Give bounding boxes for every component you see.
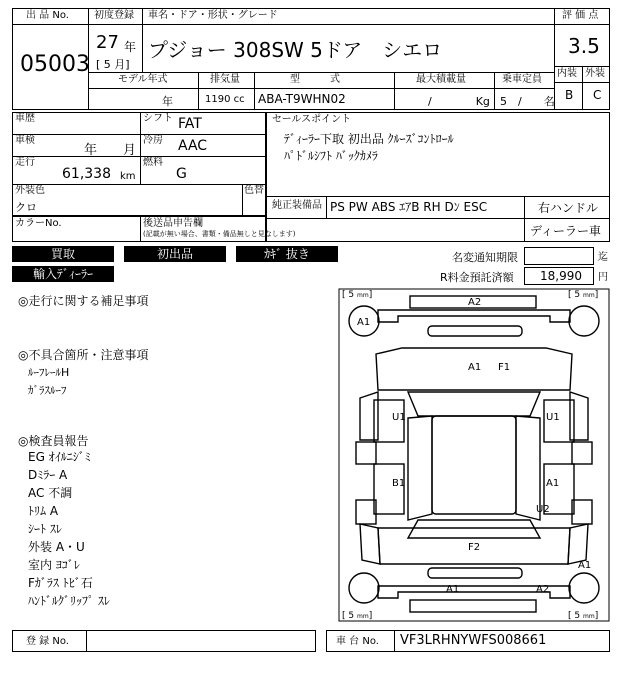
year-unit: 年 [124, 40, 137, 54]
name-change-label: 名変通知期限 [452, 251, 518, 264]
sales-line2: ﾊﾟﾄﾞﾙｼﾌﾄ ﾊﾞｯｸｶﾒﾗ [284, 149, 378, 163]
model-year-label: モデル年式 [118, 74, 168, 85]
mileage-unit: km [120, 171, 136, 182]
sales-label: セールスポイント [272, 114, 352, 125]
type-label: 型 式 [290, 74, 340, 85]
badge-import-dealer: 輸入ﾃﾞｨｰﾗｰ [12, 266, 114, 282]
fuel-label: 燃料 [143, 157, 163, 168]
tire-depth-fr: [ 5 mm] [568, 290, 599, 300]
color-no-label: カラーNo. [15, 218, 62, 229]
exterior-grade: C [593, 88, 602, 102]
inspector-item: 室内 ﾖｺﾞﾚ [28, 558, 80, 572]
defect-item: ﾙｰﾌﾚｰﾙH [28, 366, 70, 379]
name-label: 車名・ドア・形状・グレード [148, 10, 278, 21]
inspector-item: 外装 A・U [28, 540, 85, 554]
exterior-label: 外装 [585, 68, 605, 79]
tire-depth-fl: [ 5 mm] [342, 290, 373, 300]
mileage-label: 走行 [15, 157, 35, 168]
history-label: 車歴 [15, 113, 35, 124]
defect-notes-title: ◎不具合箇所・注意事項 [18, 348, 149, 362]
type-value: ABA-T9WHN02 [258, 92, 346, 106]
lot-label: 出 品 No. [26, 10, 69, 21]
ext-color-value: クロ [15, 201, 37, 214]
inspector-item: ｼｰﾄ ｽﾚ [28, 522, 62, 536]
max-load-value: / Kg [428, 95, 490, 108]
inspector-item: AC 不調 [28, 486, 73, 500]
driving-notes-title: ◎走行に関する補足事項 [18, 294, 149, 308]
mark-b1: B1 [392, 478, 406, 489]
fuel-value: G [176, 166, 187, 182]
mark-a1-rear: A1 [446, 584, 460, 595]
score-value: 3.5 [568, 34, 600, 58]
name-change-box [524, 247, 594, 265]
shift-label: シフト [143, 113, 173, 124]
inspector-item: Fｶﾞﾗｽ ﾄﾋﾞ石 [28, 576, 93, 590]
inspector-item: ﾄﾘﾑ A [28, 504, 59, 518]
mark-f2: F2 [468, 542, 481, 553]
chassis-value: VF3LRHNYWFS008661 [400, 633, 547, 648]
inspector-item: EG ｵｲﾙﾆｼﾞﾐ [28, 450, 91, 464]
mark-a2-rear: A2 [536, 584, 550, 595]
inspection-value: 年 月 [84, 143, 137, 158]
mark-a1-rear-tire: A1 [578, 560, 592, 571]
capacity-label: 乗車定員 [502, 74, 542, 85]
interior-label: 内装 [557, 68, 577, 79]
mark-f1: F1 [498, 362, 511, 373]
recycle-value: 18,990 [540, 269, 582, 283]
docs-note: (記載が無い場合、書類・備品無しと見なします) [143, 230, 296, 238]
badge-key-missing: ｶｷﾞ 抜き [236, 246, 338, 262]
first-reg-month: [ 5 月] [96, 58, 130, 71]
color-change-label: 色替 [244, 185, 264, 196]
recycle-label: R料金預託済額 [440, 271, 514, 284]
ext-color-label: 外装色 [15, 185, 45, 196]
car-name: プジョー 308SW 5ドア シエロ [148, 38, 443, 62]
sales-line1: ﾃﾞｨｰﾗｰ下取 初出品 ｸﾙｰｽﾞｺﾝﾄﾛｰﾙ [284, 132, 454, 146]
inspector-title: ◎検査員報告 [18, 434, 89, 448]
name-change-unit: 迄 [598, 252, 608, 263]
ac-label: 冷房 [143, 135, 163, 146]
first-reg-year: 27 [96, 32, 119, 53]
max-load-label: 最大積載量 [416, 74, 466, 85]
mark-a1-hood: A1 [468, 362, 482, 373]
mileage-value: 61,338 [62, 166, 111, 182]
inspector-item: Dﾐﾗｰ A [28, 468, 68, 482]
lot-number: 05003 [20, 52, 90, 77]
first-reg-label: 初度登録 [94, 10, 134, 21]
defect-item: ｶﾞﾗｽﾙｰﾌ [28, 384, 67, 397]
recycle-unit: 円 [598, 272, 608, 283]
dealer-value: ディーラー車 [530, 224, 602, 238]
shift-value: FAT [178, 116, 202, 132]
docs-label: 後送品申告欄 [143, 218, 203, 229]
displacement-value: 1190 cc [205, 94, 245, 105]
inspection-label: 車検 [15, 135, 35, 146]
mark-u1-left: U1 [392, 412, 406, 423]
ac-value: AAC [178, 138, 208, 154]
tire-depth-rl: [ 5 mm] [342, 611, 373, 621]
inspector-item: ﾊﾝﾄﾞﾙｸﾞﾘｯﾌﾟ ｽﾚ [28, 594, 110, 608]
interior-grade: B [565, 88, 574, 102]
reg-no-label: 登 録 No. [26, 636, 69, 647]
mark-a1-right: A1 [546, 478, 560, 489]
mark-a2-top: A2 [468, 297, 482, 308]
mark-a1-left-tire: A1 [357, 317, 371, 328]
model-year-value: 年 [162, 95, 173, 108]
handle-value: 右ハンドル [538, 201, 599, 215]
chassis-label: 車 台 No. [336, 636, 379, 647]
mark-u2: U2 [536, 504, 550, 515]
equip-value: PS PW ABS ｴｱB RH Dﾝ ESC [330, 200, 488, 214]
badge-purchase: 買取 [12, 246, 114, 262]
displacement-label: 排気量 [210, 74, 240, 85]
badge-first-listing: 初出品 [124, 246, 226, 262]
tire-depth-rr: [ 5 mm] [568, 611, 599, 621]
mark-u1-right: U1 [546, 412, 560, 423]
score-label: 評 価 点 [562, 10, 599, 21]
details-frame [12, 112, 266, 216]
capacity-value: 5 / 名 [500, 95, 555, 108]
equip-label: 純正装備品 [272, 200, 322, 211]
car-damage-diagram [338, 288, 610, 622]
